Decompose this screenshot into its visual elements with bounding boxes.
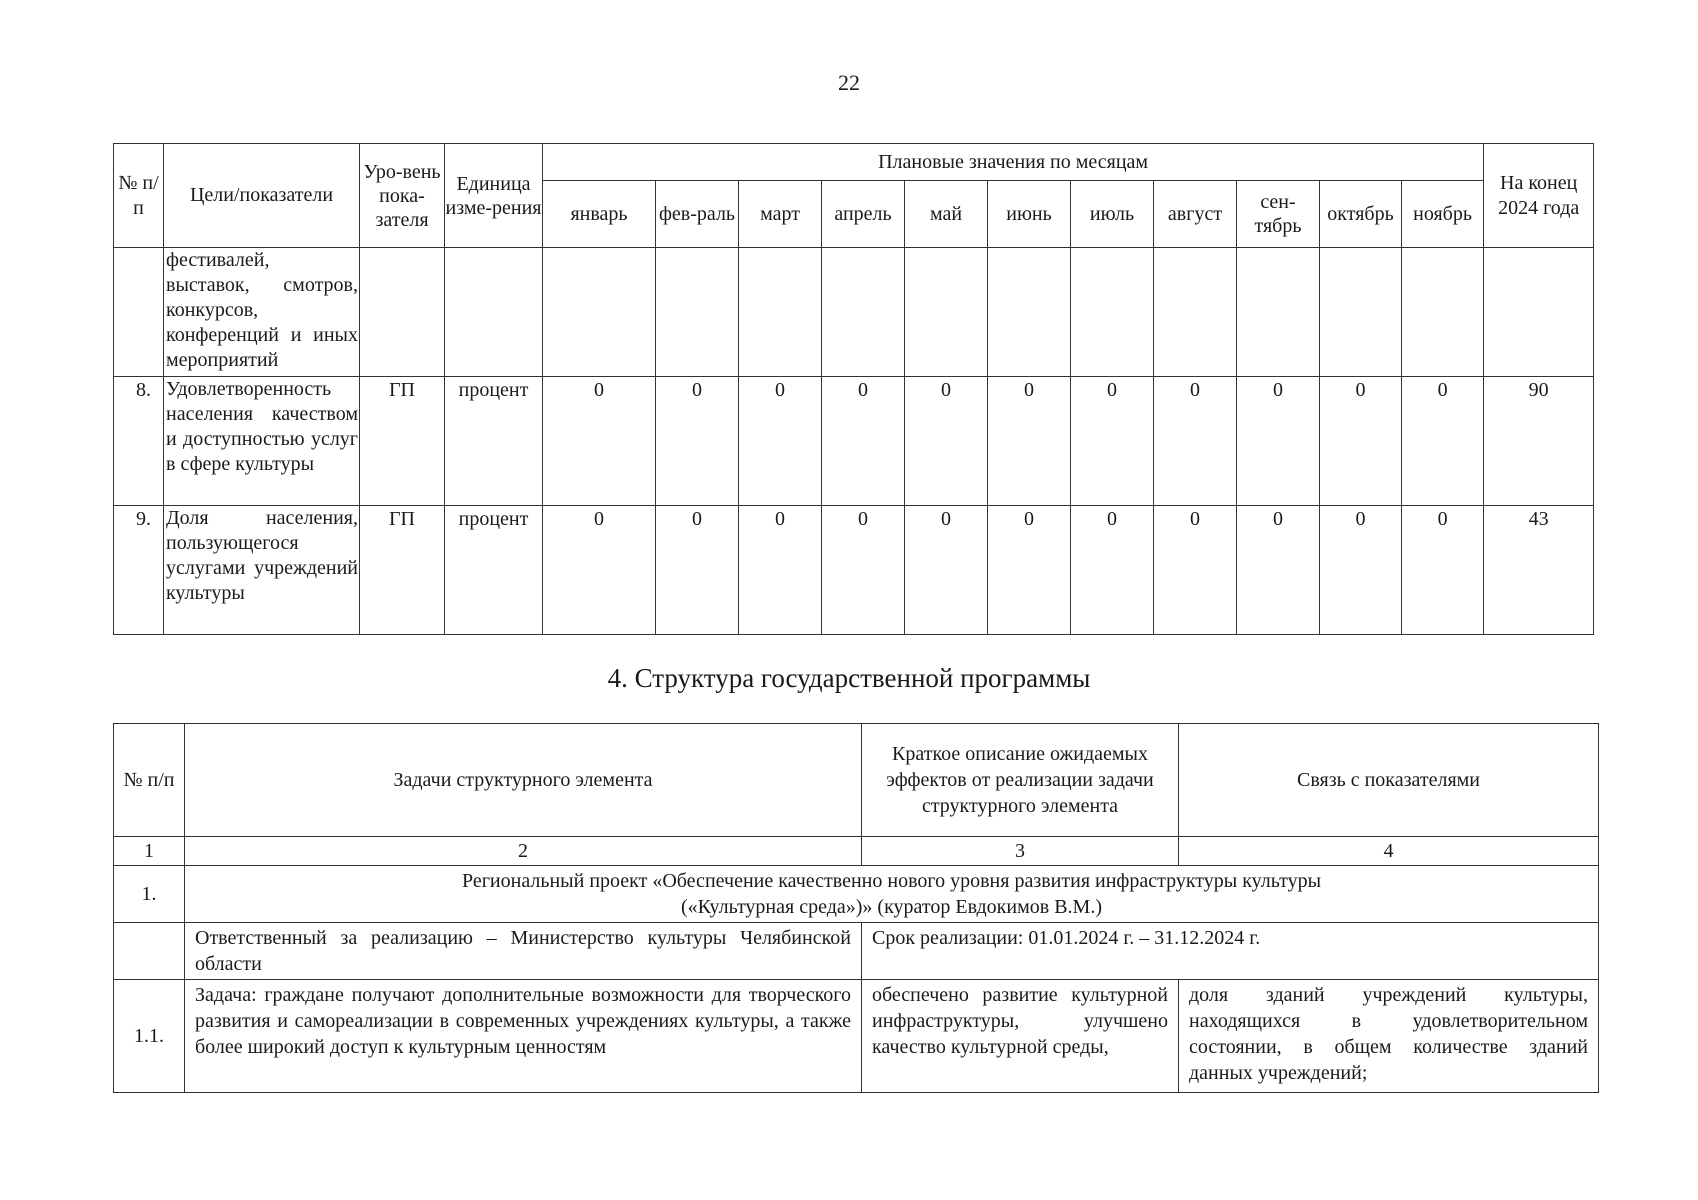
row-goal: Доля населения, пользующегося услугами учреждений культуры xyxy=(164,506,360,635)
row-value: 0 xyxy=(1071,506,1154,635)
header-month: ноябрь xyxy=(1402,181,1484,248)
row-end: 90 xyxy=(1484,377,1594,506)
header-month: сен-тябрь xyxy=(1237,181,1320,248)
row-value: 0 xyxy=(1154,377,1237,506)
row-level xyxy=(360,248,445,377)
section-title: 4. Структура государственной программы xyxy=(607,663,1091,693)
header-end: На конец 2024 года xyxy=(1484,144,1594,248)
row-value: 0 xyxy=(1071,377,1154,506)
row-level: ГП xyxy=(360,506,445,635)
row-value: 0 xyxy=(1237,506,1320,635)
indicators-table xyxy=(113,143,1594,635)
empty-cell xyxy=(114,923,185,980)
row-value xyxy=(543,248,656,377)
row-value: 0 xyxy=(822,506,905,635)
header-monthly: Плановые значения по месяцам xyxy=(543,144,1484,181)
table-row xyxy=(114,506,1594,635)
column-number: 2 xyxy=(185,837,862,866)
row-unit xyxy=(445,248,543,377)
row-value xyxy=(988,248,1071,377)
row-value: 0 xyxy=(905,506,988,635)
header-month: июнь xyxy=(988,181,1071,248)
row-value: 0 xyxy=(905,377,988,506)
header-month: апрель xyxy=(822,181,905,248)
header-link: Связь с показателями xyxy=(1179,724,1599,837)
row-value xyxy=(1402,248,1484,377)
row-value xyxy=(1237,248,1320,377)
row-value: 0 xyxy=(656,506,739,635)
column-number: 4 xyxy=(1179,837,1599,866)
row-value: 0 xyxy=(543,377,656,506)
row-value xyxy=(739,248,822,377)
row-value: 0 xyxy=(822,377,905,506)
task-text: Задача: граждане получают дополнительные возможности для творческого развития и самореализации в современных учреждениях культуры, а также более широкий доступ к культурным ценностям xyxy=(185,980,862,1093)
header-effects: Краткое описание ожидаемых эффектов от реализации задачи структурного элемента xyxy=(862,724,1179,837)
row-end xyxy=(1484,248,1594,377)
row-value: 0 xyxy=(543,506,656,635)
row-num: 8. xyxy=(114,377,164,506)
row-value xyxy=(1154,248,1237,377)
row-value xyxy=(656,248,739,377)
project-num: 1. xyxy=(114,866,185,923)
table-row xyxy=(114,377,1594,506)
row-value: 0 xyxy=(988,506,1071,635)
header-num: № п/п xyxy=(114,724,185,837)
header-num: № п/п xyxy=(114,144,164,248)
term-text: Срок реализации: 01.01.2024 г. – 31.12.2024 г. xyxy=(862,923,1599,980)
page-number: 22 xyxy=(838,70,860,95)
table-row xyxy=(114,248,1594,377)
project-title-line: Региональный проект «Обеспечение качественно нового уровня развития инфраструктуры культуры xyxy=(461,870,1322,892)
header-tasks: Задачи структурного элемента xyxy=(185,724,862,837)
responsible-text: Ответственный за реализацию – Министерство культуры Челябинской области xyxy=(185,923,862,980)
header-month: фев-раль xyxy=(656,181,739,248)
row-level: ГП xyxy=(360,377,445,506)
header-unit: Единица изме-рения xyxy=(445,144,543,248)
table-row xyxy=(114,923,1599,980)
indicator-text: доля зданий учреждений культуры, находящихся в удовлетворительном состоянии, в общем количестве зданий данных учреждений; xyxy=(1179,980,1599,1093)
row-num: 9. xyxy=(114,506,164,635)
row-unit: процент xyxy=(445,377,543,506)
row-unit: процент xyxy=(445,506,543,635)
table-row xyxy=(114,980,1599,1093)
project-title-line: («Культурная среда»)» (куратор Евдокимов В.М.) xyxy=(681,896,1102,918)
row-value: 0 xyxy=(739,377,822,506)
project-title xyxy=(185,866,1599,923)
row-value: 0 xyxy=(739,506,822,635)
row-value xyxy=(1320,248,1402,377)
table-row xyxy=(114,866,1599,923)
column-number: 3 xyxy=(862,837,1179,866)
program-structure-table xyxy=(113,723,1599,1093)
row-value xyxy=(1071,248,1154,377)
row-value xyxy=(905,248,988,377)
header-goals: Цели/показатели xyxy=(164,144,360,248)
row-value: 0 xyxy=(1237,377,1320,506)
row-num xyxy=(114,248,164,377)
header-month: август xyxy=(1154,181,1237,248)
row-value xyxy=(822,248,905,377)
header-month: октябрь xyxy=(1320,181,1402,248)
header-month: январь xyxy=(543,181,656,248)
task-num: 1.1. xyxy=(114,980,185,1093)
row-value: 0 xyxy=(988,377,1071,506)
row-goal: фестивалей, выставок, смотров, конкурсов, конференций и иных мероприятий xyxy=(164,248,360,377)
header-month: июль xyxy=(1071,181,1154,248)
row-value: 0 xyxy=(1402,377,1484,506)
header-month: май xyxy=(905,181,988,248)
header-level: Уро-вень пока-зателя xyxy=(360,144,445,248)
column-number: 1 xyxy=(114,837,185,866)
row-end: 43 xyxy=(1484,506,1594,635)
row-value: 0 xyxy=(1402,506,1484,635)
row-value: 0 xyxy=(1320,377,1402,506)
row-value: 0 xyxy=(1154,506,1237,635)
header-month: март xyxy=(739,181,822,248)
row-goal: Удовлетворенность населения качеством и доступностью услуг в сфере культуры xyxy=(164,377,360,506)
row-value: 0 xyxy=(1320,506,1402,635)
effect-text: обеспечено развитие культурной инфраструктуры, улучшено качество культурной среды, xyxy=(862,980,1179,1093)
row-value: 0 xyxy=(656,377,739,506)
